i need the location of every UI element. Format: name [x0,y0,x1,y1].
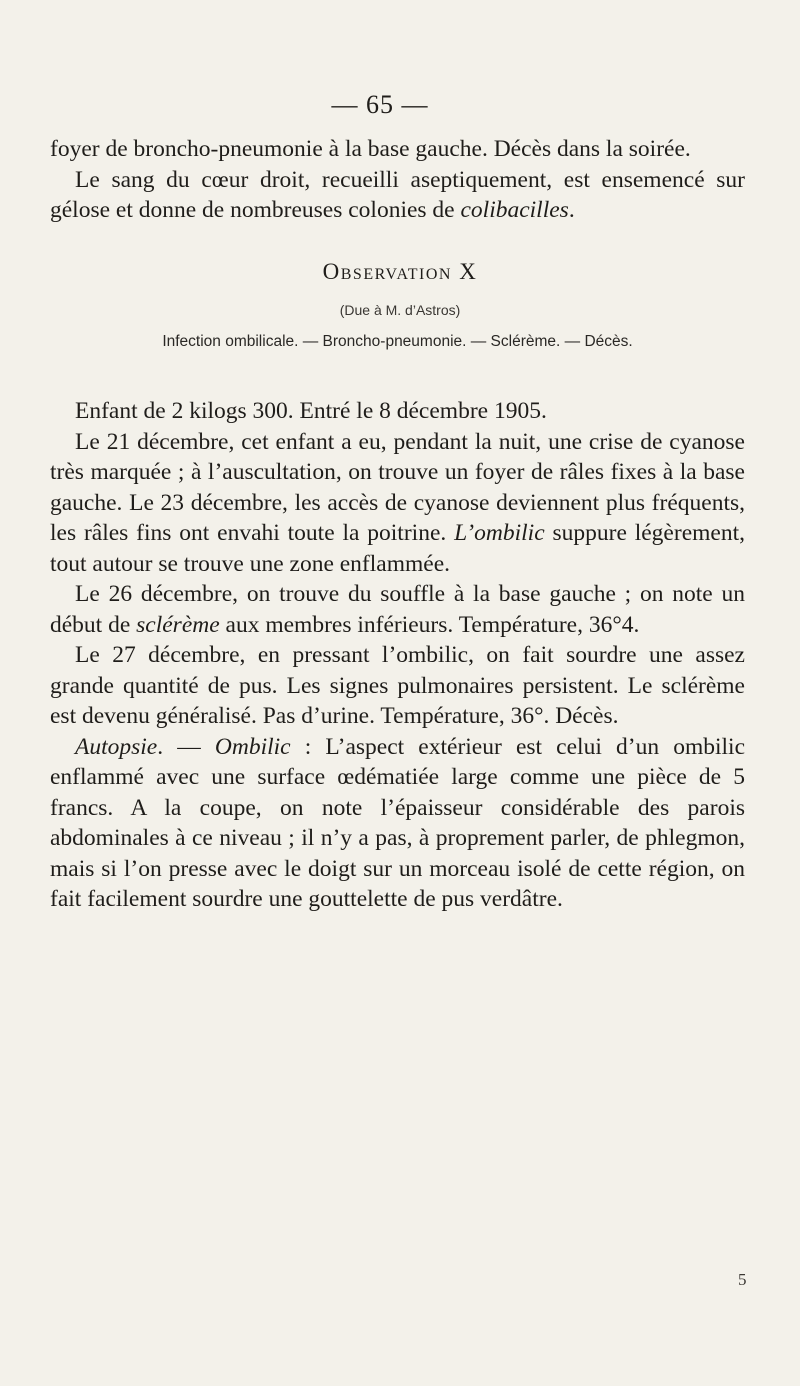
main-p2-text-b: suppure légèrement, tout autour se trouve une zone enflammée. [50,520,745,577]
main-p2-italic: L’ombilic [454,520,545,546]
main-paragraph-3 [50,579,745,640]
page-number: — 65 — [331,90,429,119]
observation-credit: (Due à M. d’Astros) [339,302,461,318]
main-p2-text-a: Le 21 décembre, cet enfant a eu, pendant la nuit, une crise de cyanose très marquée ; à l’auscultation, on trouve un foyer de râles fixes à la base gauche. Le 23 décembre, les accès de cyanose deviennent plus fréquents, les râles fins ont envahi toute la poitrine. [50,428,745,546]
main-text-block [50,396,745,915]
main-paragraph-2 [50,427,745,580]
main-paragraph-1: Enfant de 2 kilogs 300. Entré le 8 décembre 1905. [75,398,547,424]
main-paragraph-5 [50,732,745,915]
observation-title: Observation X [322,259,478,284]
main-paragraph-4: Le 27 décembre, en pressant l’ombilic, on fait sourdre une assez grande quantité de pus. Les signes pulmonaires persistent. Le sclérème est devenu généralisé. Pas d’urine. Température, 36°. Décès. [50,642,745,729]
signature-mark: 5 [738,1270,747,1289]
main-p5-italic-autopsie: Autopsie [75,733,158,760]
intro-p2-italic: colibacilles [460,197,569,223]
main-p5-separator: . — [157,733,215,760]
intro-paragraph-2 [50,165,745,226]
main-p3-text-b: aux membres inférieurs. Température, 36°4. [219,611,640,638]
observation-keywords: Infection ombilicale. — Broncho-pneumonie. — Sclérème. — Décès. [162,333,633,350]
intro-p2-text: Le sang du cœur droit, recueilli aseptiquement, est ensemencé sur gélose et donne de nombreuses colonies de [50,166,745,223]
main-p3-italic: sclérème [136,611,220,638]
intro-paragraph-1: foyer de broncho-pneumonie à la base gauche. Décès dans la soirée. [50,136,691,162]
intro-text-block [50,134,745,226]
main-p5-italic-ombilic: Ombilic [214,733,291,760]
intro-p2-end: . [568,197,575,223]
main-p5-text: : L’aspect extérieur est celui d’un ombilic enflammé avec une surface œdématiée large comme une pièce de 5 francs. A la coupe, on note l’épaisseur considérable des parois abdominales à ce niveau ; il n’y a pas, à proprement parler, de phlegmon, mais si l’on presse avec le doigt sur un morceau isolé de cette région, on fait facilement sourdre une gouttelette de pus verdâtre. [50,733,745,912]
main-p3-text-a: Le 26 décembre, on trouve du souffle à la base gauche ; on note un début de [50,581,745,638]
